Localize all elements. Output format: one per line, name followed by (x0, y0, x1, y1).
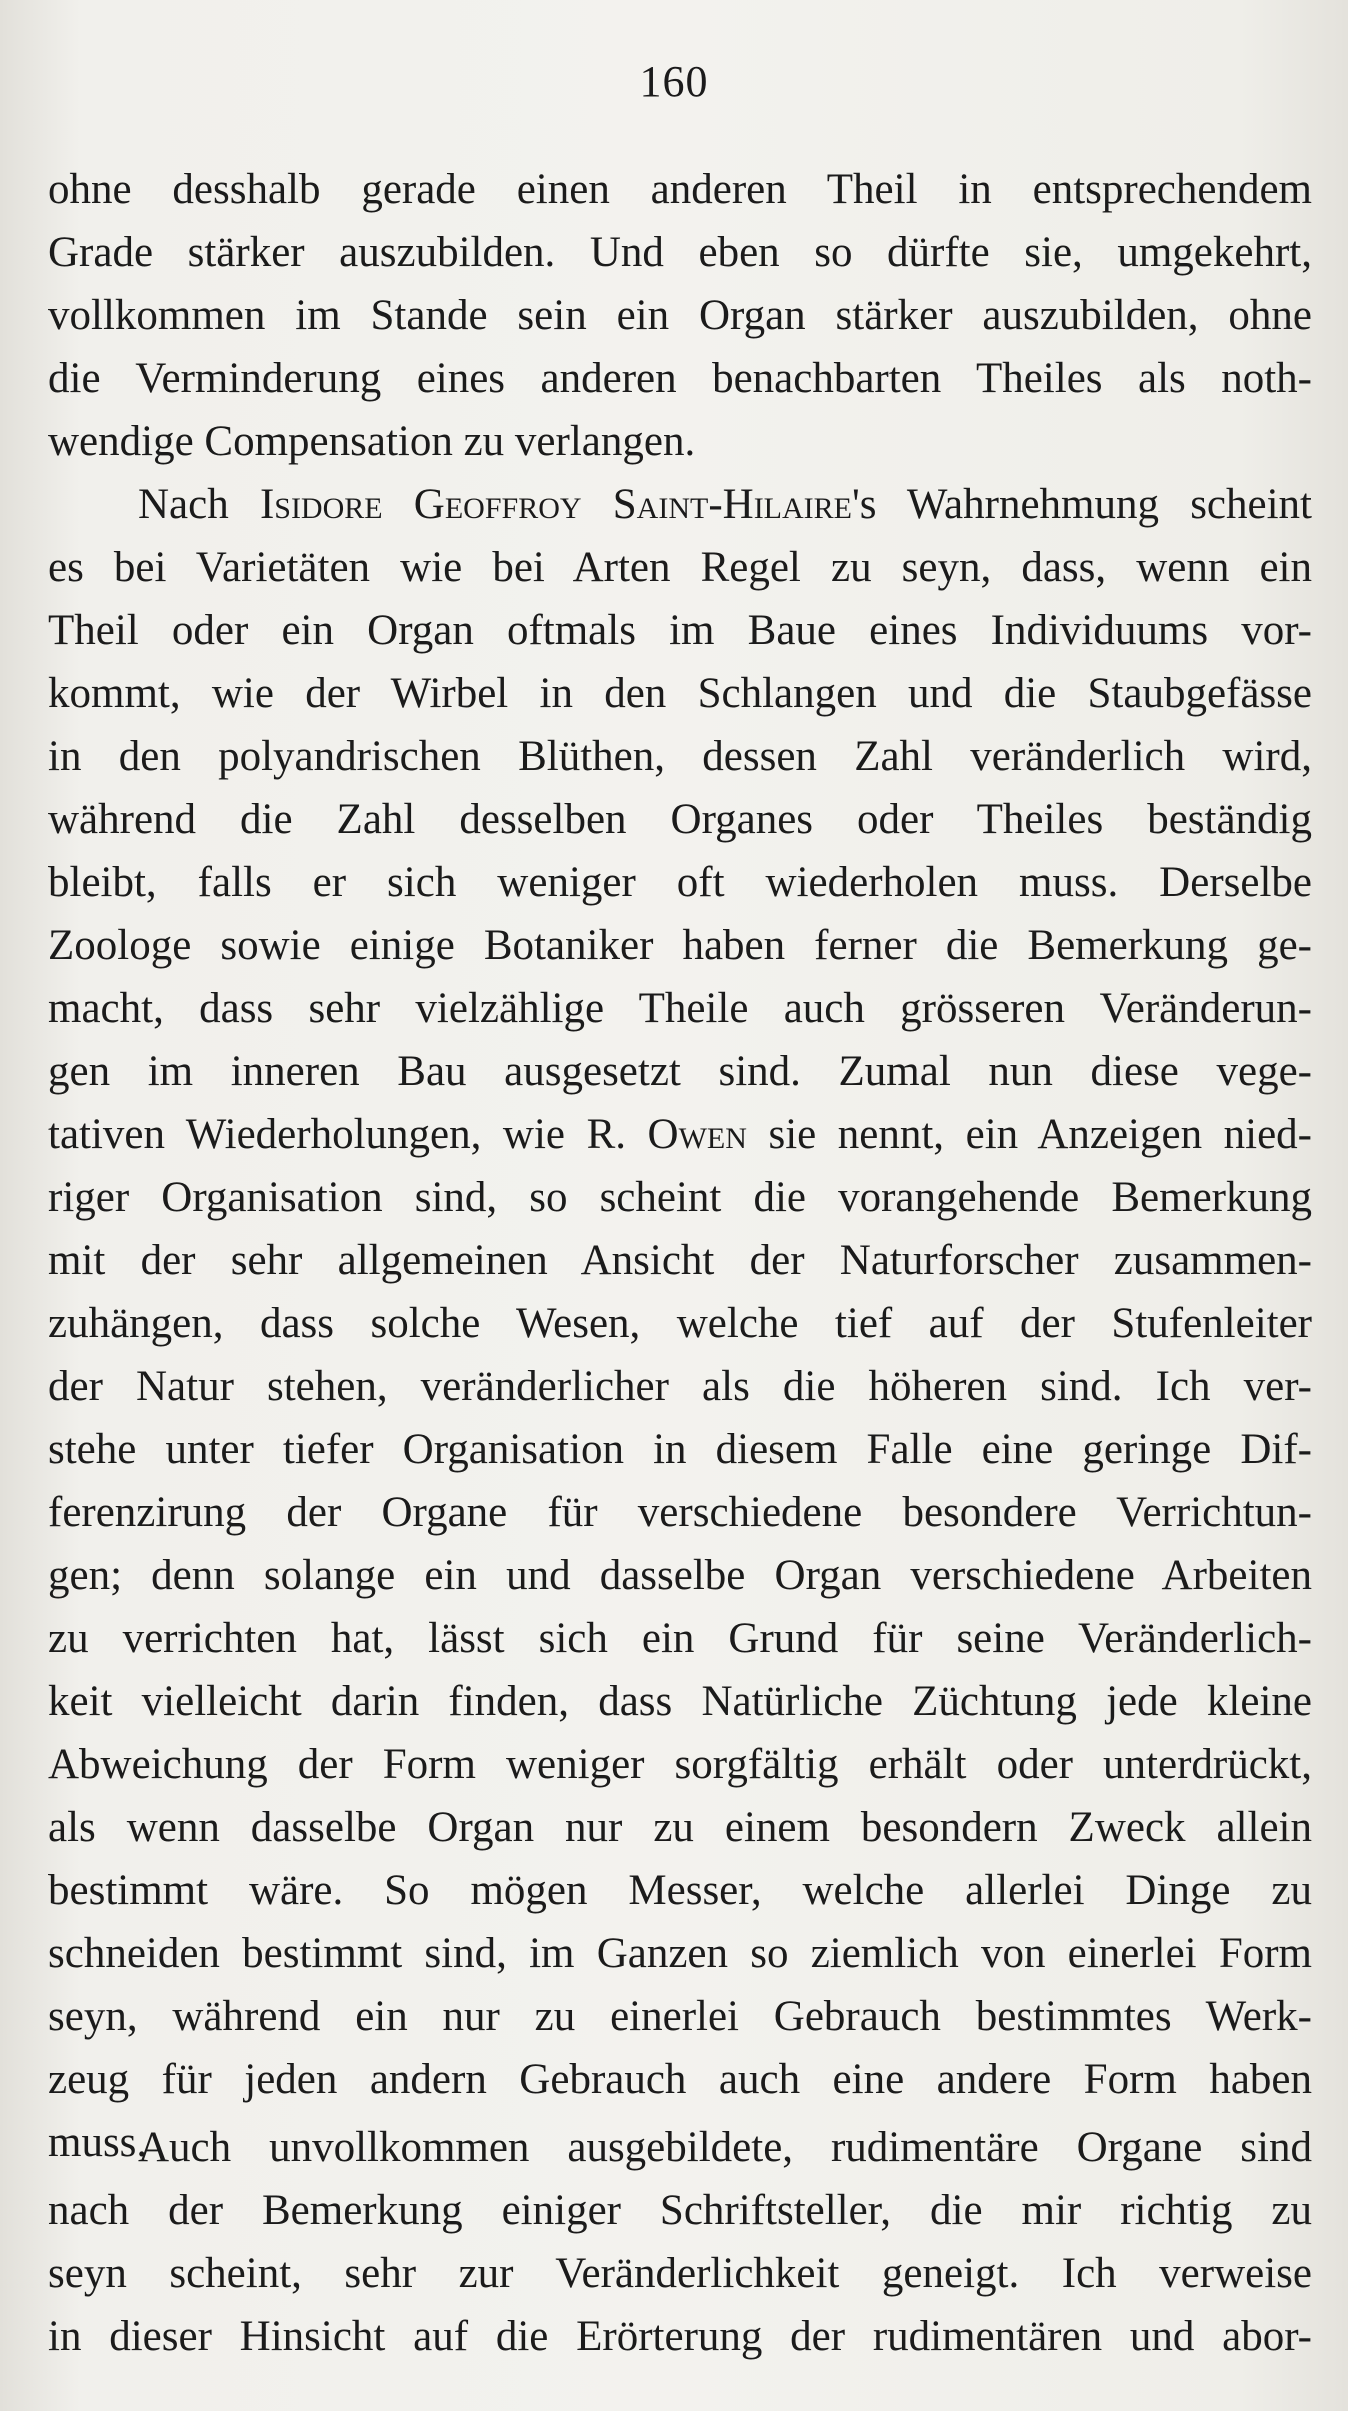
main-text (48, 158, 1312, 2174)
text-line: während die Zahl desselben Organes oder Theiles beständig (48, 796, 1312, 843)
author-name: Isidore Geoffroy Saint-Hilaire (259, 481, 852, 528)
text-line: schneiden bestimmt sind, im Ganzen so ziemlich von einerlei Form (48, 1930, 1312, 1977)
text-line: kommt, wie der Wirbel in den Schlangen und die Staubgefässe (48, 670, 1312, 717)
text-line: seyn, während ein nur zu einerlei Gebrauch bestimmtes Werk- (48, 1993, 1312, 2040)
line-text: 's Wahrnehmung scheint (852, 481, 1312, 528)
text-line: macht, dass sehr vielzählige Theile auch grösseren Veränderun- (48, 985, 1312, 1032)
text-line: als wenn dasselbe Organ nur zu einem besondern Zweck allein (48, 1804, 1312, 1851)
text-line: keit vielleicht darin finden, dass Natürliche Züchtung jede kleine (48, 1678, 1312, 1725)
text-line: Abweichung der Form weniger sorgfältig erhält oder unterdrückt, (48, 1741, 1312, 1788)
text-line: in den polyandrischen Blüthen, dessen Zahl veränderlich wird, (48, 733, 1312, 780)
text-line: mit der sehr allgemeinen Ansicht der Naturforscher zusammen- (48, 1237, 1312, 1284)
text-line: der Natur stehen, veränderlicher als die höheren sind. Ich ver- (48, 1363, 1312, 1410)
text-line: nach der Bemerkung einiger Schriftsteller, die mir richtig zu (48, 2187, 1312, 2234)
line-text: Nach (138, 481, 260, 528)
text-line: ohne desshalb gerade einen anderen Theil in entsprechendem (48, 166, 1312, 213)
text-line: Grade stärker auszubilden. Und eben so dürfte sie, umgekehrt, (48, 229, 1312, 276)
text-line: vollkommen im Stande sein ein Organ stärker auszubilden, ohne (48, 292, 1312, 339)
text-line: die Verminderung eines anderen benachbarten Theiles als noth- (48, 355, 1312, 402)
text-line: Theil oder ein Organ oftmals im Baue eines Individuums vor- (48, 607, 1312, 654)
text-line (48, 1103, 1312, 1166)
text-line: muss. (48, 2119, 148, 2166)
text-line: zu verrichten hat, lässt sich ein Grund für seine Veränderlich- (48, 1615, 1312, 1662)
text-line: in dieser Hinsicht auf die Erörterung der rudimentären und abor- (48, 2313, 1312, 2360)
author-name: R. Owen (586, 1111, 747, 1158)
paragraph-1 (48, 158, 1312, 473)
line-text: tativen Wiederholungen, wie (48, 1111, 587, 1158)
text-line: Auch unvollkommen ausgebildete, rudimentäre Organe sind (138, 2124, 1312, 2171)
text-line: zeug für jeden andern Gebrauch auch eine andere Form haben (48, 2056, 1312, 2103)
text-line: bestimmt wäre. So mögen Messer, welche allerlei Dinge zu (48, 1867, 1312, 1914)
text-line: bleibt, falls er sich weniger oft wiederholen muss. Derselbe (48, 859, 1312, 906)
text-line: es bei Varietäten wie bei Arten Regel zu seyn, dass, wenn ein (48, 544, 1312, 591)
text-line: seyn scheint, sehr zur Veränderlichkeit geneigt. Ich verweise (48, 2250, 1312, 2297)
page-number: 160 (639, 57, 709, 106)
text-line: stehe unter tiefer Organisation in diesem Falle eine geringe Dif- (48, 1426, 1312, 1473)
paragraph-2 (48, 473, 1312, 2174)
text-line: zuhängen, dass solche Wesen, welche tief auf der Stufenleiter (48, 1300, 1312, 1347)
paragraph-3 (48, 2116, 1312, 2368)
main-text-continued (48, 2116, 1312, 2368)
text-line: riger Organisation sind, so scheint die vorangehende Bemerkung (48, 1174, 1312, 1221)
text-line: gen; denn solange ein und dasselbe Organ verschiedene Arbeiten (48, 1552, 1312, 1599)
text-line: ferenzirung der Organe für verschiedene besondere Verrichtun- (48, 1489, 1312, 1536)
text-line: wendige Compensation zu verlangen. (48, 418, 696, 465)
text-line: gen im inneren Bau ausgesetzt sind. Zumal nun diese vege- (48, 1048, 1312, 1095)
text-line (48, 473, 1312, 536)
line-text: sie nennt, ein Anzeigen nied- (746, 1111, 1312, 1158)
text-line: Zoologe sowie einige Botaniker haben ferner die Bemerkung ge- (48, 922, 1312, 969)
